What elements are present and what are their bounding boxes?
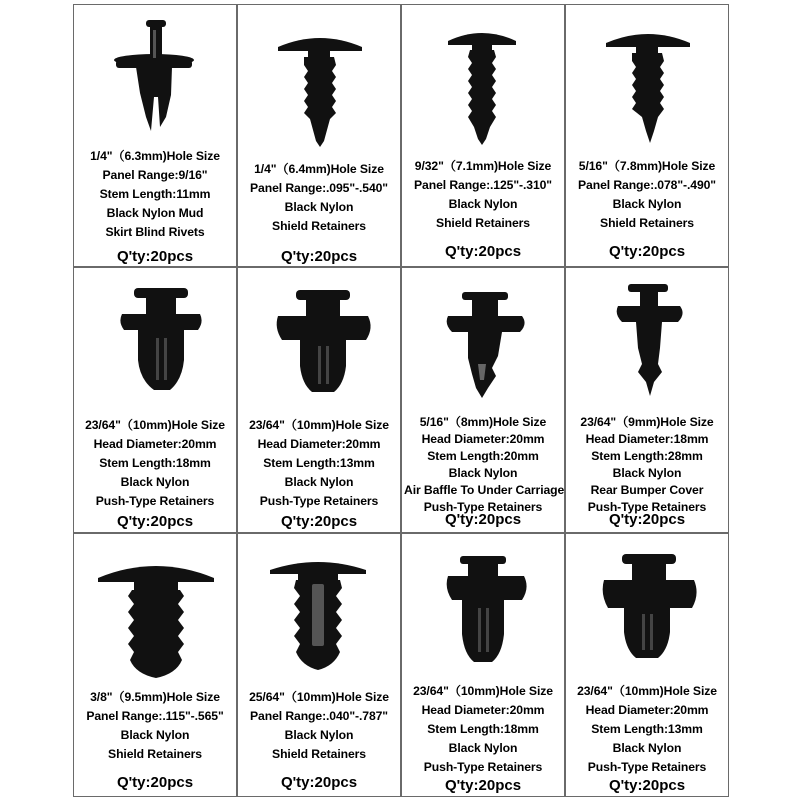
quantity-label: Q'ty:20pcs: [608, 243, 686, 260]
quantity-label: Q'ty:20pcs: [116, 248, 194, 265]
product-description: 9/32"（7.1mm)Hole Size Panel Range:.125"-.310" Black Nylon Shield Retainers: [414, 159, 552, 230]
product-description: 23/64"（9mm)Hole Size Head Diameter:18mm Stem Length:28mm Black Nylon Rear Bumper Cover Push-Type Retainers: [580, 415, 714, 514]
quantity-label: Q'ty:20pcs: [280, 774, 358, 791]
product-description: 5/16"（7.8mm)Hole Size Panel Range:.078"-.490" Black Nylon Shield Retainers: [578, 159, 716, 230]
product-cell: [401, 4, 565, 267]
quantity-label: Q'ty:20pcs: [608, 511, 686, 528]
product-cell: [237, 4, 401, 267]
product-description: 23/64"（10mm)Hole Size Head Diameter:20mm Stem Length:13mm Black Nylon Push-Type Retainers: [577, 684, 717, 774]
quantity-label: Q'ty:20pcs: [444, 511, 522, 528]
product-description: 1/4"（6.3mm)Hole Size Panel Range:9/16" Stem Length:11mm Black Nylon Mud Skirt Blind Rivets: [90, 149, 220, 239]
product-description: 23/64"（10mm)Hole Size Head Diameter:20mm Stem Length:13mm Black Nylon Push-Type Retainers: [249, 418, 389, 508]
quantity-label: Q'ty:20pcs: [116, 513, 194, 530]
product-description: 1/4"（6.4mm)Hole Size Panel Range:.095"-.540" Black Nylon Shield Retainers: [250, 162, 388, 233]
product-cell: [401, 533, 565, 797]
quantity-label: Q'ty:20pcs: [608, 777, 686, 794]
product-cell: [401, 267, 565, 533]
quantity-label: Q'ty:20pcs: [116, 774, 194, 791]
product-description: 25/64"（10mm)Hole Size Panel Range:.040"-.787" Black Nylon Shield Retainers: [249, 690, 389, 761]
product-cell: [73, 267, 237, 533]
quantity-label: Q'ty:20pcs: [444, 777, 522, 794]
product-cell: [565, 533, 729, 797]
product-description: 3/8"（9.5mm)Hole Size Panel Range:.115"-.565" Black Nylon Shield Retainers: [86, 690, 224, 761]
product-cell: [565, 4, 729, 267]
product-cell: [565, 267, 729, 533]
quantity-label: Q'ty:20pcs: [280, 248, 358, 265]
product-description: 23/64"（10mm)Hole Size Head Diameter:20mm Stem Length:18mm Black Nylon Push-Type Retainers: [413, 684, 553, 774]
quantity-label: Q'ty:20pcs: [444, 243, 522, 260]
product-description: 5/16"（8mm)Hole Size Head Diameter:20mm Stem Length:20mm Black Nylon Air Baffle To Under Carriage Push-Type Retainers: [404, 415, 565, 514]
product-description: 23/64"（10mm)Hole Size Head Diameter:20mm Stem Length:18mm Black Nylon Push-Type Retainers: [85, 418, 225, 508]
product-cell: [73, 533, 237, 797]
product-cell: [237, 533, 401, 797]
quantity-label: Q'ty:20pcs: [280, 513, 358, 530]
product-cell: [73, 4, 237, 267]
product-cell: [237, 267, 401, 533]
